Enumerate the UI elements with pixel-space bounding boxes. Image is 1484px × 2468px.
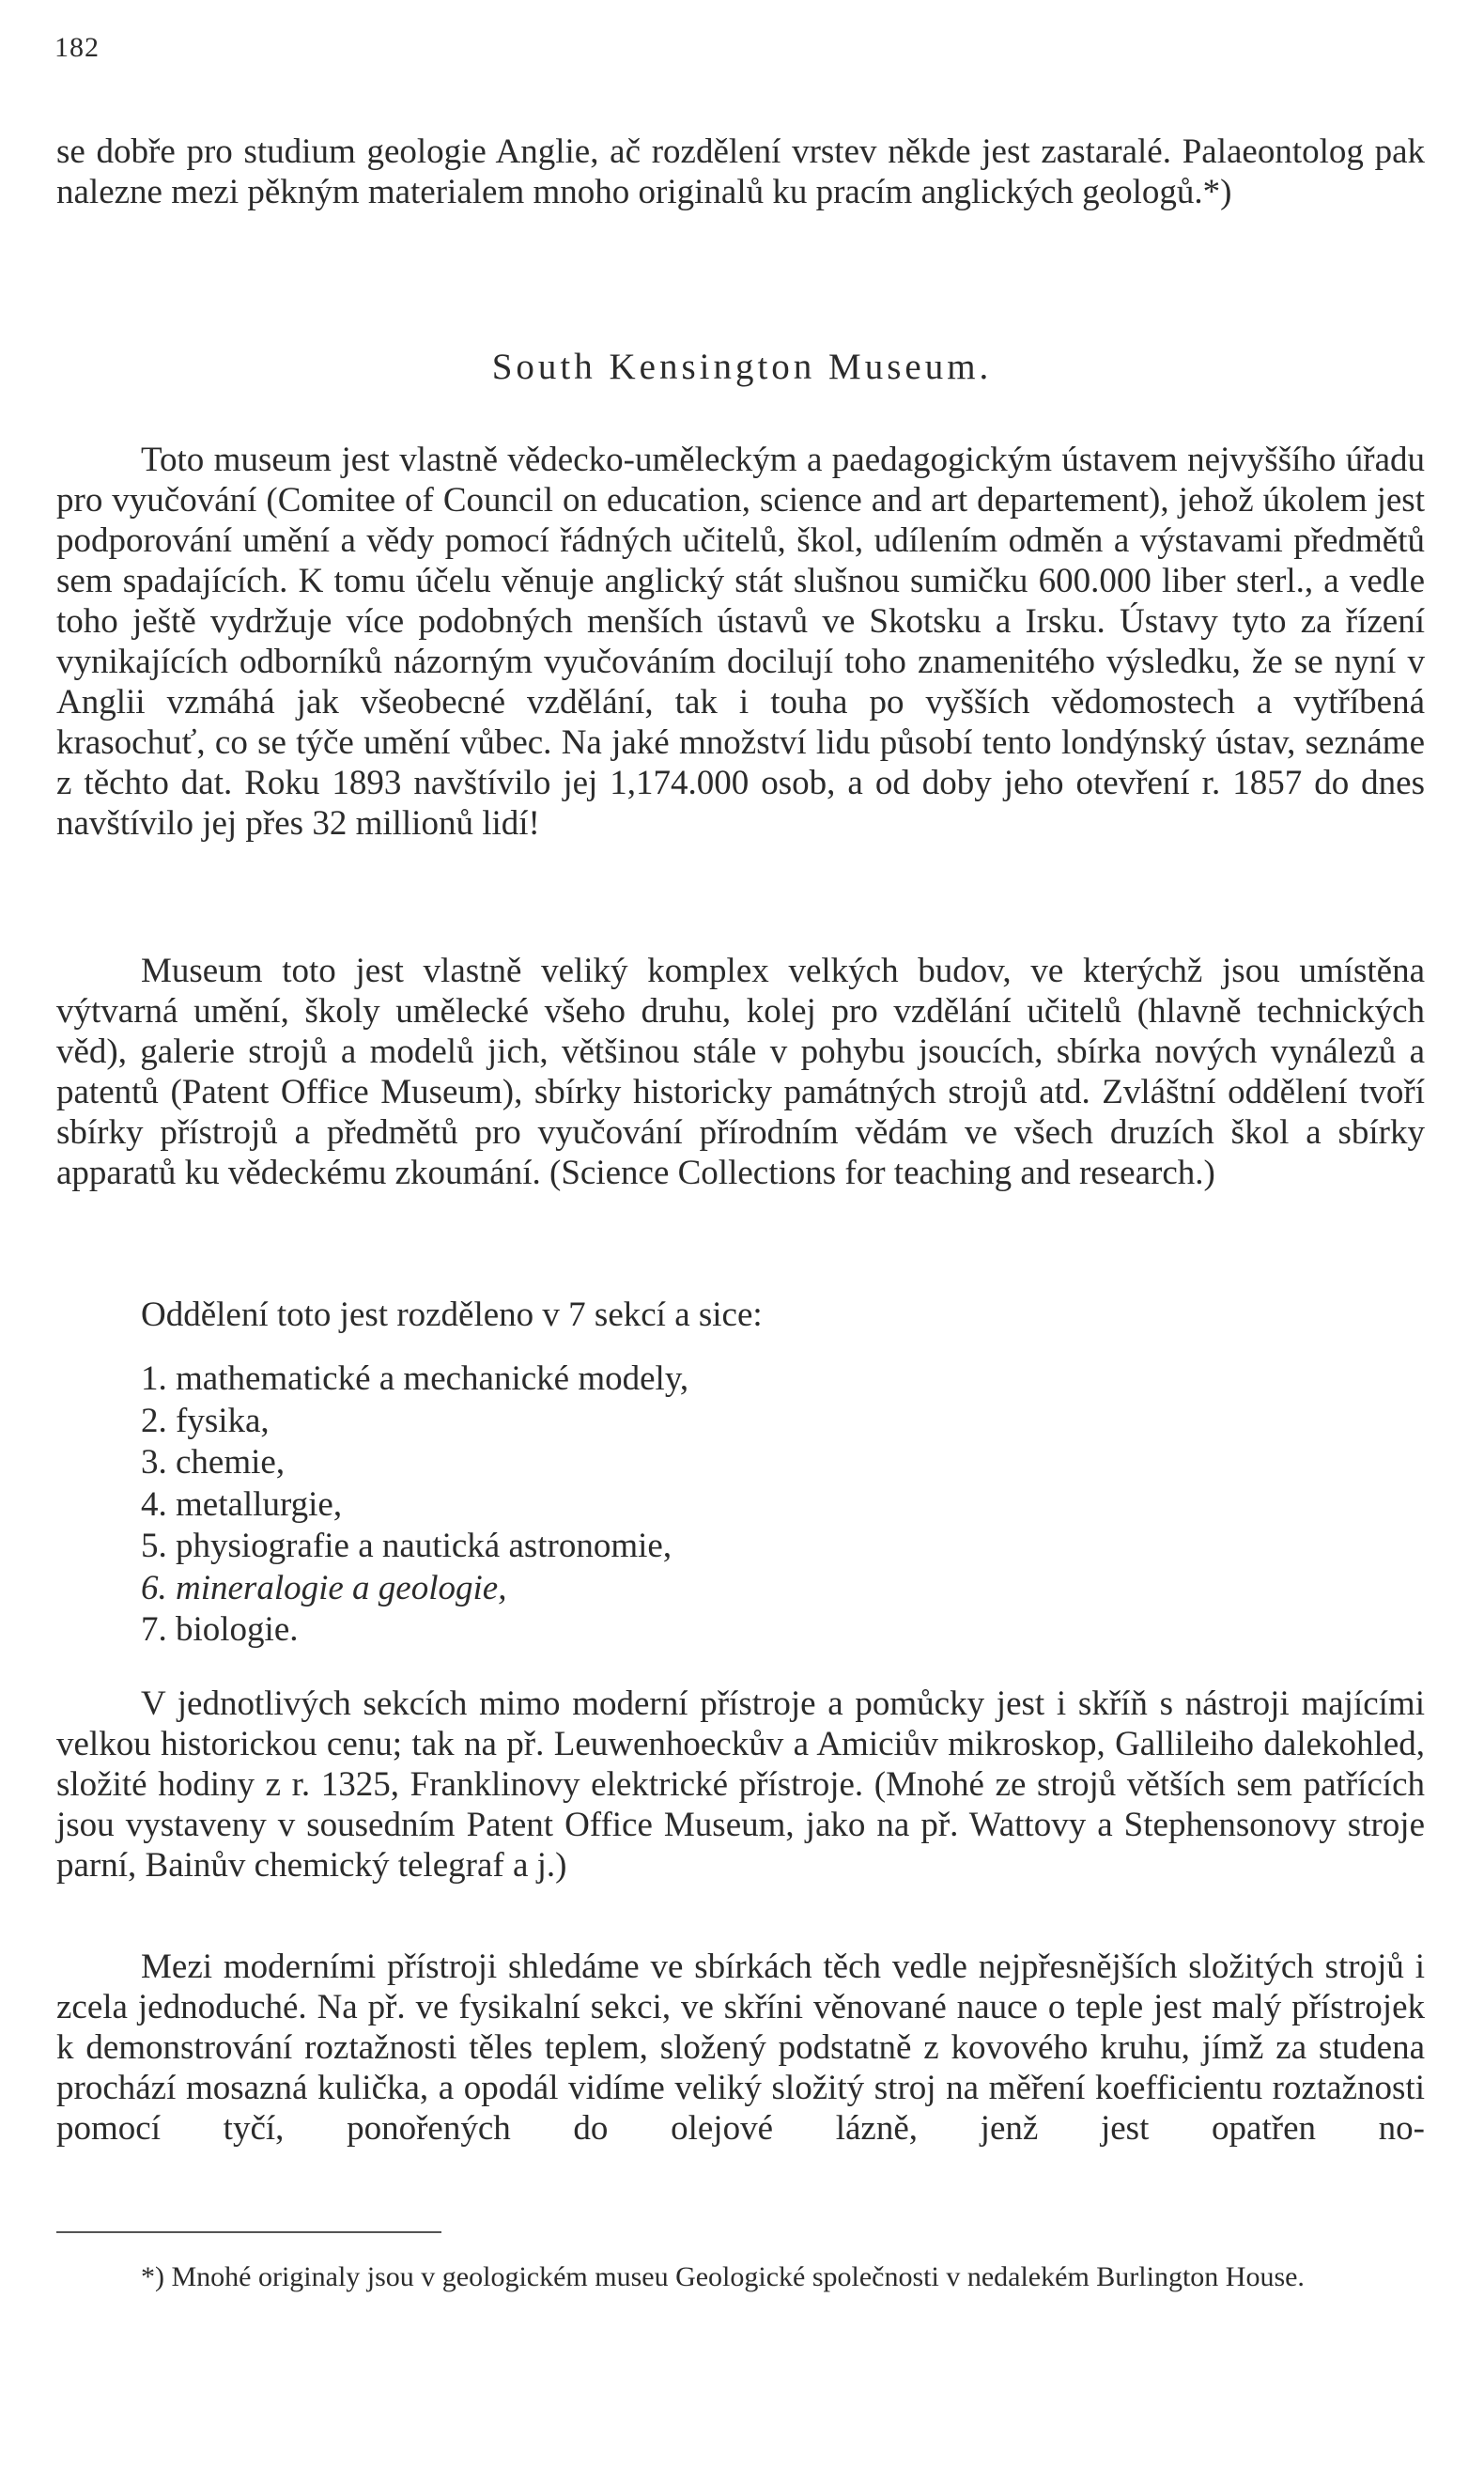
paragraph-modern-instruments: Mezi moderními přístroji shledáme ve sbírkách těch vedle nejpřesnějších složitých strojů i zcela jednoduché. Na př. ve fysikalní sekci, ve skříni věnované nauce o teple jest malý přístrojek k demonstrování roztažnosti těles teplem, složený podstatně z kovového kruhu, jímž za studena prochází mosazná kulička, a opodál vidíme veliký složitý stroj na měření koefficientu roztažnosti pomocí tyčí, ponořených do olejové lázně, jenž jest opatřen no- (56, 1948, 1425, 2148)
paragraph-historic-instruments: V jednotlivých sekcích mimo moderní přístroje a pomůcky jest i skříň s nástroji majícími velkou historickou cenu; tak na př. Leuwenhoeckův a Amiciův mikroskop, Gallileiho dalekohled, složité hodiny z r. 1325, Franklinovy elektrické přístroje. (Mnohé ze strojů větších sem patřících jsou vystaveny v sousedním Patent Office Museum, jako na př. Wattovy a Stephensonovy stroje parní, Bainův chemický telegraf a j.) (56, 1684, 1425, 1885)
footnote-divider (56, 2231, 441, 2233)
list-item: 6. mineralogie a geologie, (141, 1568, 507, 1607)
list-item: 3. chemie, (141, 1443, 286, 1482)
list-item: 2. fysika, (141, 1401, 270, 1440)
paragraph-museum-overview: Toto museum jest vlastně vědecko-uměleckým a paedagogickým ústavem nejvyššího úřadu pro vyučování (Comitee of Council on education, science and art departement), jehož úkolem jest podporování umění a vědy pomocí řádných učitelů, škol, udílením odměn a výstavami předmětů sem spadajících. K tomu účelu věnuje anglický stát slušnou sumičku 600.000 liber sterl., a vedle toho ještě vydržuje více podobných menších ústavů ve Skotsku a Irsku. Ústavy tyto za řízení vynikajících odborníků názorným vyučováním docilují toho znamenitého výsledku, že se nyní v Anglii vzmáhá jak všeobecné vzdělání, tak i touha po vyšších vědomostech a vytříbená krasochuť, co se týče umění vůbec. Na jaké množství lidu působí tento londýnský ústav, seznáme z těchto dat. Roku 1893 navštívilo jej 1,174.000 osob, a od doby jeho otevření r. 1857 do dnes navštívilo jej přes 32 millionů lidí! (56, 441, 1425, 843)
list-item: 7. biologie. (141, 1610, 299, 1649)
paragraph-museum-complex: Museum toto jest vlastně veliký komplex velkých budov, ve kterýchž jsou umístěna výtvarná umění, školy umělecké všeho druhu, kolej pro vzdělání učitelů (hlavně technických věd), galerie strojů a modelů jich, většinou stále v pohybu jsoucích, sbírka nových vynálezů a patentů (Patent Office Museum), sbírky historicky památných strojů atd. Zvláštní oddělení tvoří sbírky přístrojů a předmětů pro vyučování přírodním vědám ve všech druzích škol a sbírky apparatů ku vědeckému zkoumání. (Science Collections for teaching and research.) (56, 952, 1425, 1192)
footnote: *) Mnohé originaly jsou v geologickém museu Geologické společnosti v nedalekém Burlington House. (141, 2261, 1305, 2292)
section-heading: South Kensington Museum. (491, 347, 993, 387)
page-number: 182 (54, 32, 100, 63)
sections-list (141, 1358, 688, 1652)
paragraph-sections-intro: Oddělení toto jest rozděleno v 7 sekcí a sice: (141, 1296, 763, 1334)
list-item: 1. mathematické a mechanické modely, (141, 1359, 689, 1398)
intro-paragraph: se dobře pro studium geologie Anglie, ač rozdělení vrstev někde jest zastaralé. Palaeontolog pak nalezne mezi pěkným materialem mnoho originalů ku pracím anglických geologů.*) (56, 132, 1425, 211)
list-item: 5. physiografie a nautická astronomie, (141, 1527, 672, 1565)
list-item: 4. metallurgie, (141, 1484, 343, 1524)
